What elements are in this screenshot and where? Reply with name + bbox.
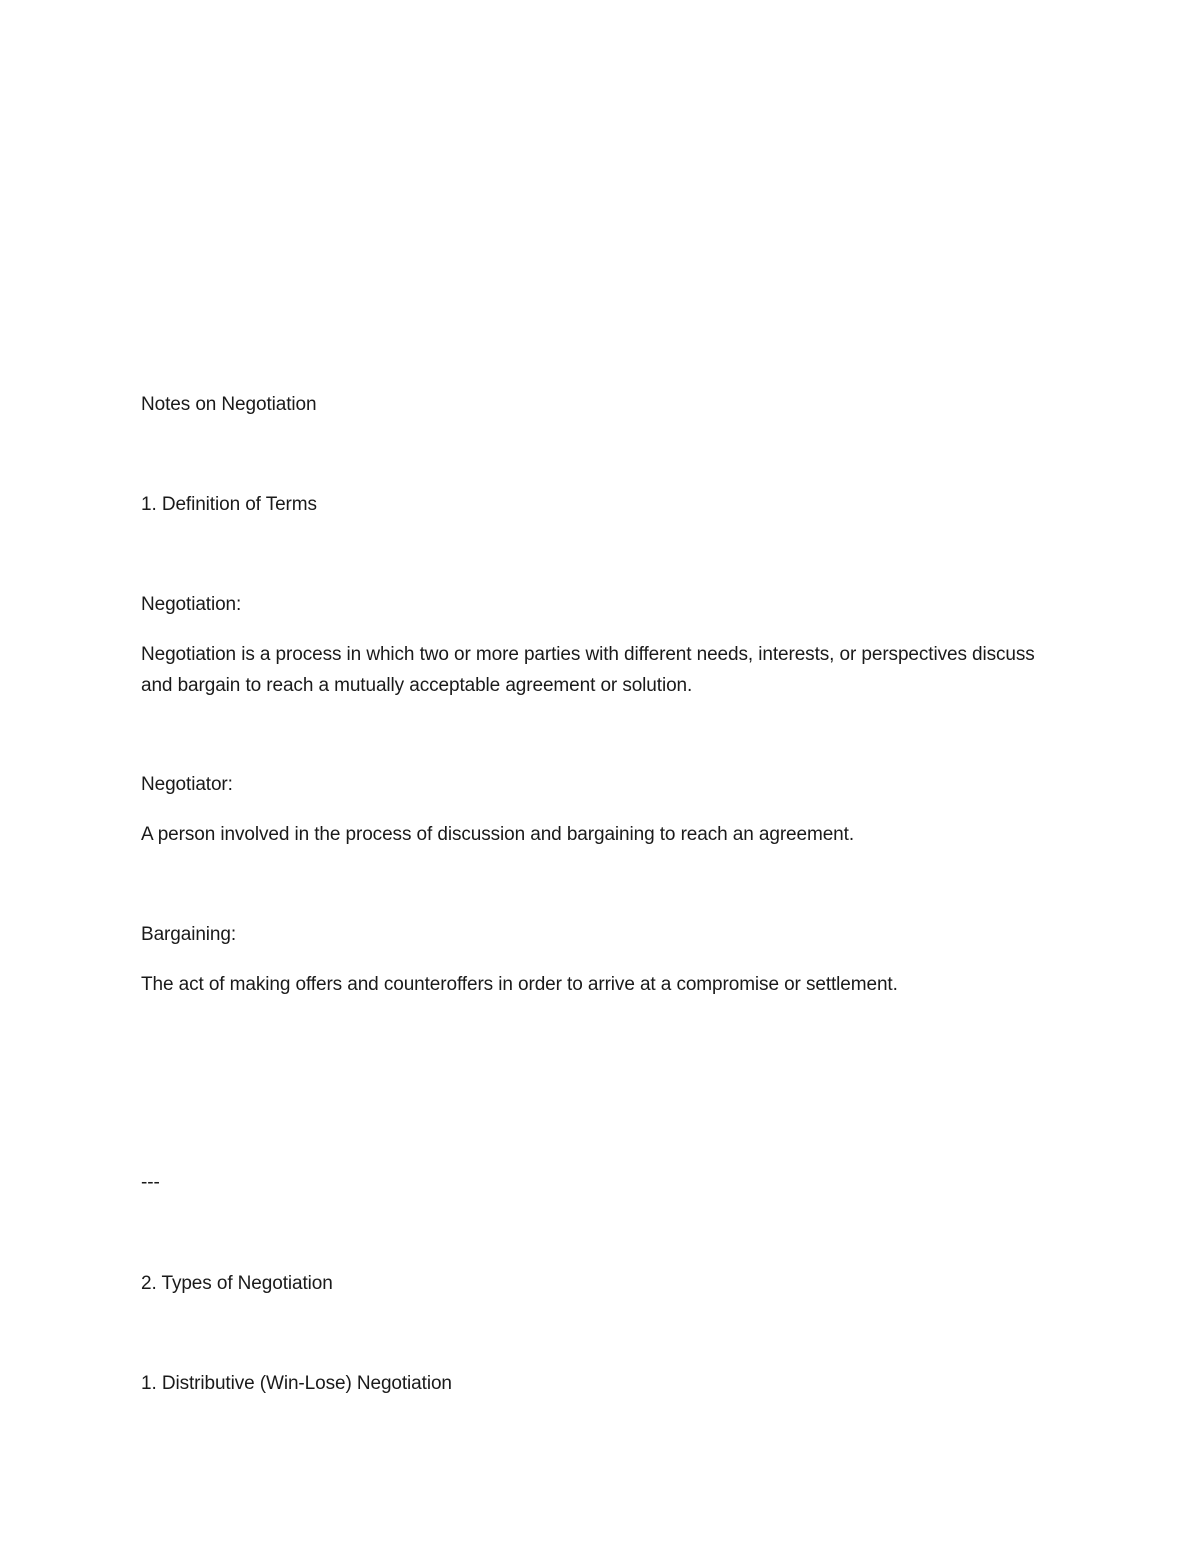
- term-definition-negotiator: A person involved in the process of discussion and bargaining to reach an agreement.: [141, 824, 854, 845]
- term-definition-negotiation: Negotiation is a process in which two or more parties with different needs, interests, or perspectives discuss and bargain to reach a mutually acceptable agreement or solution.: [141, 644, 1035, 696]
- section-heading-definitions: 1. Definition of Terms: [141, 494, 317, 515]
- section-heading-types: 2. Types of Negotiation: [141, 1273, 333, 1294]
- term-definition-bargaining: The act of making offers and counteroffers in order to arrive at a compromise or settlement.: [141, 974, 898, 995]
- document-title: Notes on Negotiation: [141, 394, 317, 415]
- section-separator: ---: [141, 1172, 160, 1193]
- term-label-negotiation: Negotiation:: [141, 594, 242, 615]
- term-label-bargaining: Bargaining:: [141, 924, 237, 945]
- term-label-negotiator: Negotiator:: [141, 774, 233, 795]
- subsection-heading-distributive: 1. Distributive (Win-Lose) Negotiation: [141, 1373, 452, 1394]
